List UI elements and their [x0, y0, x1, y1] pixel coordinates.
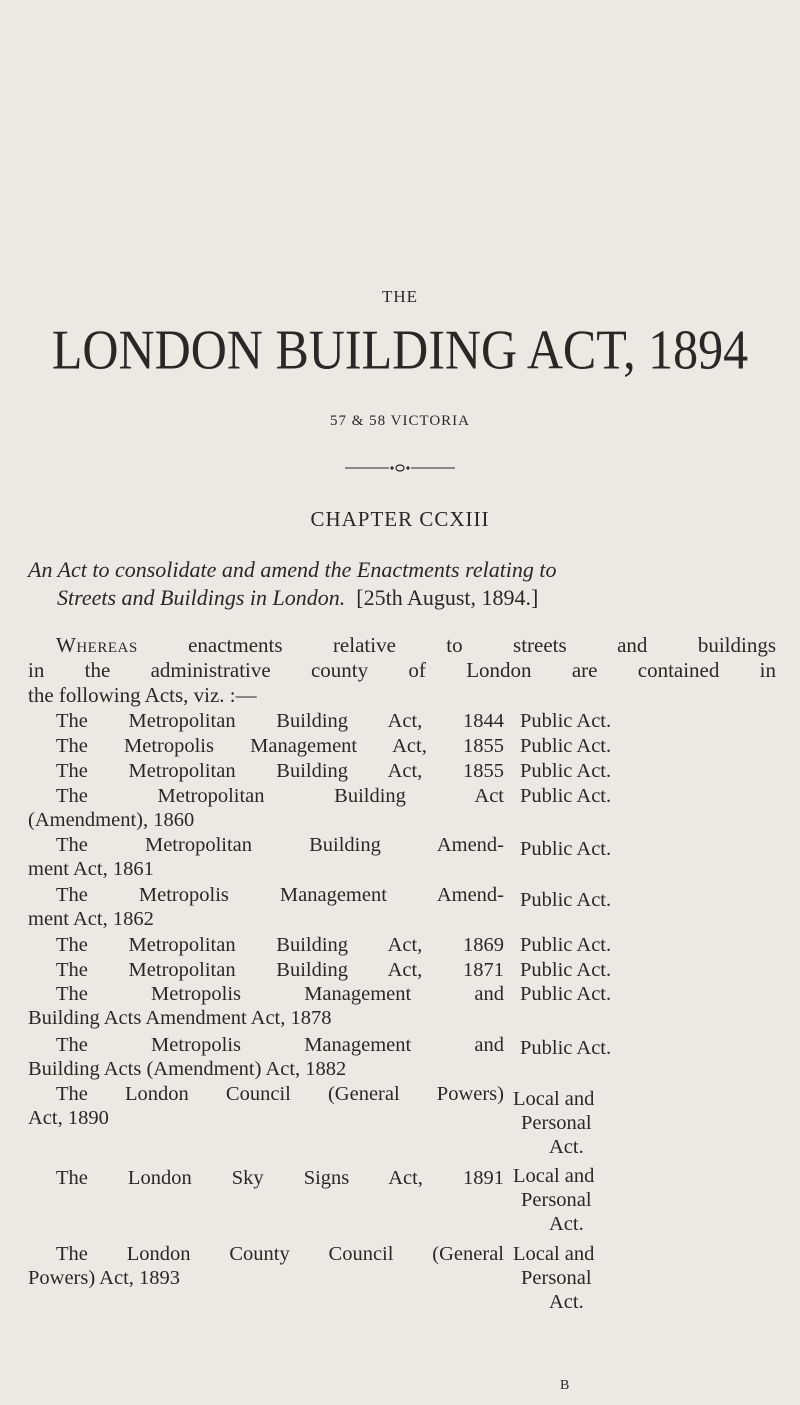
act-name-1862: The Metropolis Management Amend- ment Act, 1862	[28, 884, 504, 930]
act-name-1860: The Metropolitan Building Act (Amendment), 1860	[28, 785, 504, 831]
assent-date: [25th August, 1894.]	[356, 585, 539, 610]
long-title-line-1: An Act to consolidate and amend the Enactments relating to	[28, 557, 557, 582]
act-class-1890: Local and Personal Act.	[513, 1088, 595, 1158]
page-title: LONDON BUILDING ACT, 1894	[51, 318, 749, 381]
signature-mark: B	[560, 1378, 570, 1393]
act-name-1871: The Metropolitan Building Act, 1871	[56, 959, 504, 981]
preamble-lead-word: Whereas	[56, 633, 138, 657]
act-class-1891: Local and Personal Act.	[513, 1165, 595, 1235]
preamble-line-1-text: enactments relative to streets and buildings	[188, 633, 776, 657]
act-name-1891: The London Sky Signs Act, 1891	[56, 1167, 504, 1189]
act-class-1882: Public Act.	[520, 1037, 612, 1059]
act-name-1882: The Metropolis Management and Building Acts (Amendment) Act, 1882	[28, 1034, 504, 1080]
chapter-heading: CHAPTER CCXIII	[310, 507, 490, 531]
act-name-1878: The Metropolis Management and Building Acts Amendment Act, 1878	[28, 983, 504, 1029]
act-class-1862: Public Act.	[520, 889, 612, 911]
act-name-1869: The Metropolitan Building Act, 1869	[56, 934, 504, 956]
preamble-line-3: the following Acts, viz. :—	[28, 683, 257, 707]
act-name-1890: The London Council (General Powers) Act, 1890	[28, 1083, 504, 1129]
act-name-1844: The Metropolitan Building Act, 1844	[56, 710, 504, 732]
act-class-1869: Public Act.	[520, 934, 612, 956]
act-class-1844: Public Act.	[520, 710, 612, 732]
act-class-1860: Public Act.	[520, 785, 612, 807]
act-name-1855-management: The Metropolis Management Act, 1855	[56, 735, 504, 757]
act-class-1861: Public Act.	[520, 838, 612, 860]
title-prefix: THE	[381, 287, 419, 306]
preamble-line-2: in the administrative county of London are contained in	[28, 658, 776, 682]
act-class-1855-management: Public Act.	[520, 735, 612, 757]
act-class-1893: Local and Personal Act.	[513, 1243, 595, 1313]
long-title-line-2: Streets and Buildings in London.	[57, 585, 346, 610]
act-name-1855-building: The Metropolitan Building Act, 1855	[56, 760, 504, 782]
act-name-1893: The London County Council (General Powers) Act, 1893	[28, 1243, 504, 1289]
regnal-year: 57 & 58 VICTORIA	[329, 413, 471, 429]
act-class-1855-building: Public Act.	[520, 760, 612, 782]
act-name-1861: The Metropolitan Building Amend- ment Act, 1861	[28, 834, 504, 880]
act-class-1878: Public Act.	[520, 983, 612, 1005]
act-class-1871: Public Act.	[520, 959, 612, 981]
